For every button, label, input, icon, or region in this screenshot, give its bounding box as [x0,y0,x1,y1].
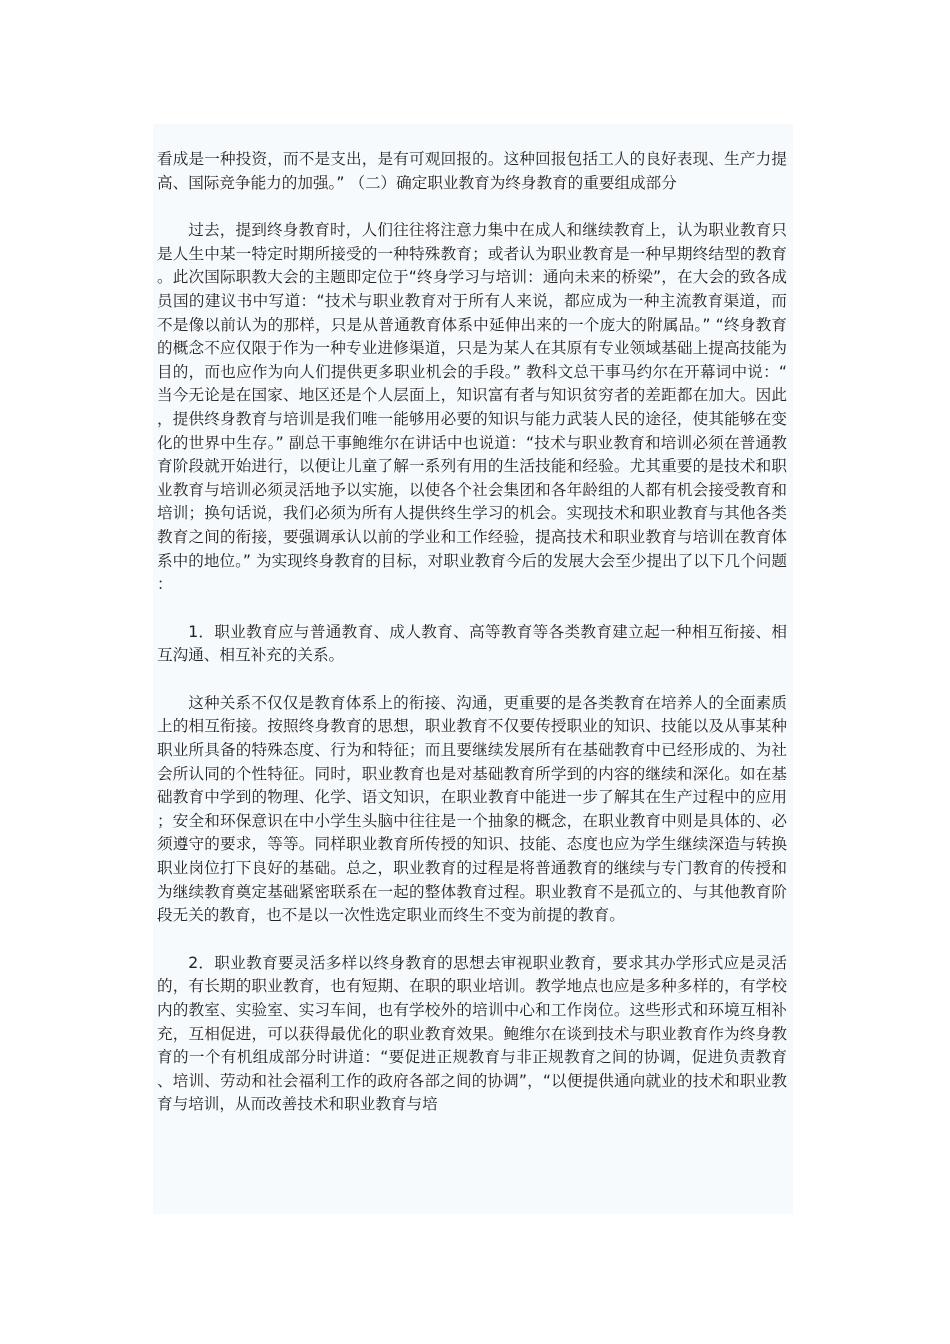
paragraph-point-2: 2．职业教育要灵活多样以终身教育的思想去审视职业教育，要求其办学形式应是灵活的，有长期的职业教育，也有短期、在职的职业培训。教学地点也应是多种多样的，有学校内的教室、实验室、实习车间，也有学校外的培训中心和工作岗位。这些形式和环境互相补充，互相促进，可以获得最优化的职业教育效果。鲍维尔在谈到技术与职业教育作为终身教育的一个有机组成部分时讲道：“要促进正规教育与非正规教育之间的协调，促进负责教育、培训、劳动和社会福利工作的政府各部之间的协调”，“以便提供通向就业的技术和职业教育与培训，从而改善技术和职业教育与培 [157,953,787,1114]
document-page [153,124,793,1214]
paragraph-point-1-detail: 这种关系不仅仅是教育体系上的衔接、沟通，更重要的是各类教育在培养人的全面素质上的相互衔接。按照终身教育的思想，职业教育不仅要传授职业的知识、技能以及从事某种职业所具备的特殊态度、行为和特征；而且要继续发展所有在基础教育中已经形成的、为社会所认同的个性特征。同时，职业教育也是对基础教育所学到的内容的继续和深化。如在基础教育中学到的物理、化学、语文知识，在职业教育中能进一步了解其在生产过程中的应用；安全和环保意识在中小学生头脑中往往是一个抽象的概念，在职业教育中则是具体的、必须遵守的要求，等等。同样职业教育所传授的知识、技能、态度也应为学生继续深造与转换职业岗位打下良好的基础。总之，职业教育的过程是将普通教育的继续与专门教育的传授和为继续教育奠定基础紧密联系在一起的整体教育过程。职业教育不是孤立的、与其他教育阶段无关的教育，也不是以一次性选定职业而终生不变为前提的教育。 [157,693,787,925]
paragraph-point-1: 1．职业教育应与普通教育、成人教育、高等教育等各类教育建立起一种相互衔接、相互沟通、相互补充的关系。 [157,622,787,665]
paragraph-continuation: 看成是一种投资，而不是支出，是有可观回报的。这种回报包括工人的良好表现、生产力提高、国际竞争能力的加强。” （二）确定职业教育为终身教育的重要组成部分 [157,150,787,192]
paragraph-lifelong-education: 过去，提到终身教育时，人们往往将注意力集中在成人和继续教育上，认为职业教育只是人生中某一特定时期所接受的一种特殊教育；或者认为职业教育是一种早期终结型的教育。此次国际职教大会的主题即定位于“终身学习与培训：通向未来的桥梁”，在大会的致各成员国的建议书中写道：“技术与职业教育对于所有人来说，都应成为一种主流教育渠道，而不是像以前认为的那样，只是从普通教育体系中延伸出来的一个庞大的附属品。” “终身教育的概念不应仅限于作为一种专业进修渠道，只是为某人在其原有专业领域基础上提高技能为目的，而也应作为向人们提供更多职业机会的手段。” 教科文总干事马约尔在开幕词中说：“当今无论是在国家、地区还是个人层面上，知识富有者与知识贫穷者的差距都在加大。因此，提供终身教育与培训是我们唯一能够用必要的知识与能力武装人民的途径，使其能够在变化的世界中生存。” 副总干事鲍维尔在讲话中也说道：“技术与职业教育和培训必须在普通教育阶段就开始进行，以便让儿童了解一系列有用的生活技能和经验。尤其重要的是技术和职业教育与培训必须灵活地予以实施，以使各个社会集团和各年龄组的人都有机会接受教育和培训；换句话说，我们必须为所有人提供终生学习的机会。实现技术和职业教育与其他各类教育之间的衔接，要强调承认以前的学业和工作经验，提高技术和职业教育与培训在教育体系中的地位。” 为实现终身教育的目标，对职业教育今后的发展大会至少提出了以下几个问题： [157,221,787,594]
